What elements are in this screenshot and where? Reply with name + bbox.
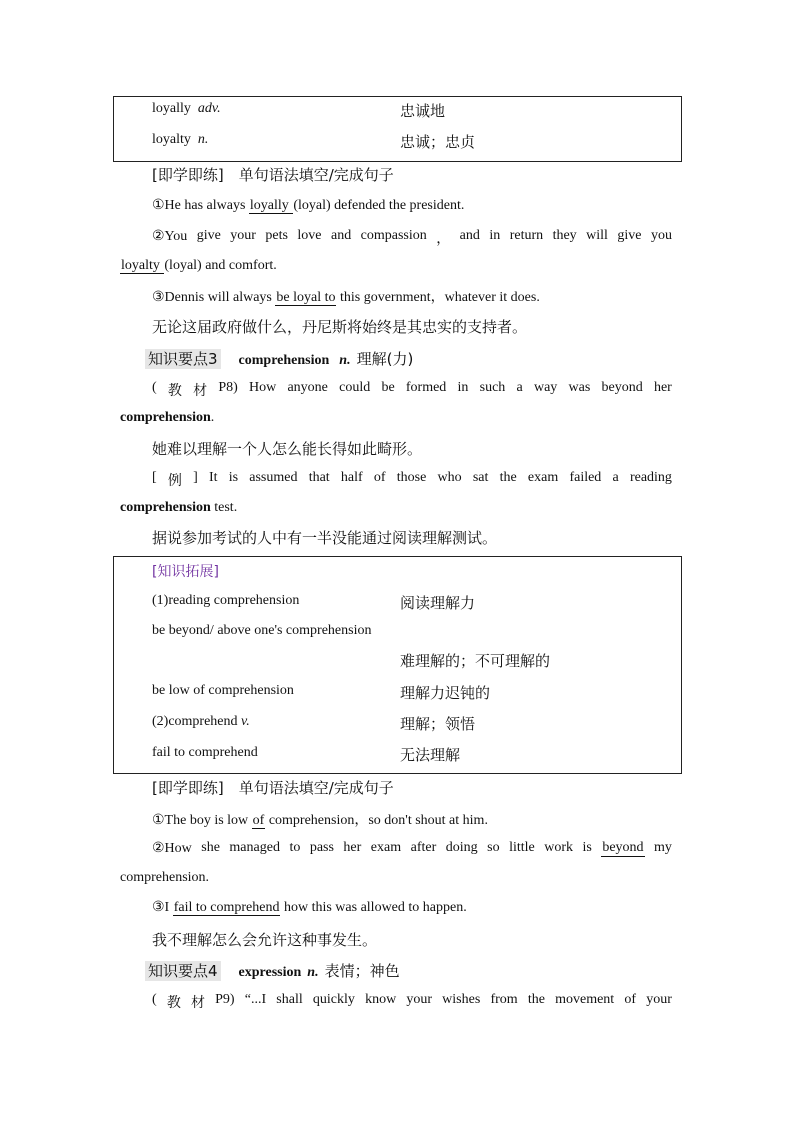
practice1-sentence2-line2: loyalty (loyal) and comfort. xyxy=(121,258,277,273)
word: ( xyxy=(152,992,157,1007)
word: 教 xyxy=(166,996,181,1011)
word: ( xyxy=(152,380,157,395)
word: so xyxy=(487,840,500,855)
word: her xyxy=(653,380,672,395)
box2-row3-en: be low of comprehension xyxy=(152,683,294,698)
answer-blank: loyalty xyxy=(121,258,164,273)
word: she xyxy=(201,840,220,855)
box2-row1-zh: 阅读理解力 xyxy=(400,594,476,612)
box2-row5-en: fail to comprehend xyxy=(152,745,258,760)
word: exam xyxy=(370,840,402,855)
word: from xyxy=(490,992,518,1007)
word: love xyxy=(297,228,322,243)
word: anyone xyxy=(287,380,328,395)
word: of xyxy=(624,992,637,1007)
word: little xyxy=(509,840,535,855)
box2-row4-zh: 理解；领悟 xyxy=(400,715,476,733)
word: 例 xyxy=(167,474,182,489)
point3-example1-line2: comprehension. xyxy=(120,410,215,425)
word: movement xyxy=(555,992,615,1007)
answer-blank: fail to comprehend xyxy=(173,900,280,915)
word: ②You xyxy=(152,229,188,244)
point3-heading: 知识要点3 comprehension n. 理解(力) xyxy=(145,348,413,369)
answer-blank: beyond xyxy=(602,840,644,855)
box2-row4-en: (2)comprehend v. xyxy=(152,714,250,729)
word: P8) xyxy=(218,380,238,395)
word: and xyxy=(459,228,480,243)
word: pass xyxy=(309,840,334,855)
word: quickly xyxy=(312,992,355,1007)
word: 教 xyxy=(167,384,182,399)
word: my xyxy=(654,840,672,855)
box2-title: [知识拓展] xyxy=(152,564,219,580)
word: and xyxy=(330,228,352,243)
point4-heading: 知识要点4 expression n. 表情；神色 xyxy=(145,960,400,981)
answer-blank: be loyal to xyxy=(276,290,336,305)
word: could xyxy=(339,380,371,395)
practice2-sentence2-line2: comprehension. xyxy=(120,870,210,885)
word: who xyxy=(437,470,462,485)
word: work xyxy=(544,840,573,855)
practice1-sentence2-line1 xyxy=(152,228,672,248)
word: “...I xyxy=(244,992,267,1007)
word: wishes xyxy=(442,992,481,1007)
word: they xyxy=(552,228,577,243)
point3-example1-translation: 她难以理解一个人怎么能长得如此畸形。 xyxy=(152,440,423,458)
knowledge-expansion-box xyxy=(113,556,682,774)
word: is xyxy=(228,470,239,485)
box1-row1-word: loyally adv. xyxy=(152,101,221,116)
point3-example2-translation: 据说参加考试的人中有一半没能通过阅读理解测试。 xyxy=(152,529,498,547)
word: those xyxy=(396,470,427,485)
word: failed xyxy=(569,470,602,485)
box1-row1-meaning: 忠诚地 xyxy=(400,102,446,120)
point3-example1-line1 xyxy=(152,380,672,400)
word: after xyxy=(410,840,437,855)
word: a xyxy=(612,470,619,485)
point4-tag: 知识要点4 xyxy=(145,961,221,981)
word: formed xyxy=(405,380,447,395)
box1-row2-word: loyalty n. xyxy=(152,132,209,147)
word: P9) xyxy=(215,992,235,1007)
word: in xyxy=(489,228,501,243)
point3-example2-line2: comprehension test. xyxy=(120,500,238,515)
word: give xyxy=(196,228,221,243)
answer-blank: loyally xyxy=(249,198,293,213)
word: assumed xyxy=(249,470,298,485)
word: sat xyxy=(472,470,489,485)
word: in xyxy=(457,380,469,395)
point3-example2-line1 xyxy=(152,470,672,490)
word: is xyxy=(582,840,592,855)
word: ②How xyxy=(152,841,192,856)
word: you xyxy=(650,228,672,243)
word: 材 xyxy=(190,996,205,1011)
word: compassion xyxy=(360,228,427,243)
practice2-sentence3: ③I fail to comprehend how this was allowed to happen. xyxy=(152,900,467,915)
word: a xyxy=(516,380,523,395)
word: her xyxy=(343,840,362,855)
word: managed xyxy=(229,840,280,855)
box2-row3-zh: 理解力迟钝的 xyxy=(400,684,491,702)
word: shall xyxy=(276,992,303,1007)
word: half xyxy=(340,470,363,485)
word: your xyxy=(230,228,256,243)
practice2-sentence1: ①The boy is low of comprehension，so don't shout at him. xyxy=(152,813,488,828)
box2-row1-en: (1)reading comprehension xyxy=(152,593,300,608)
word: return xyxy=(509,228,544,243)
word: know xyxy=(365,992,397,1007)
word: It xyxy=(208,470,218,485)
practice1-header: [即学即练] 单句语法填空/完成句子 xyxy=(152,166,394,184)
box2-row2-zh: 难理解的；不可理解的 xyxy=(400,652,551,670)
box2-row2-en: be beyond/ above one's comprehension xyxy=(152,623,372,638)
word: ， xyxy=(436,232,451,247)
word: be xyxy=(381,380,395,395)
word: the xyxy=(527,992,545,1007)
word: was xyxy=(568,380,591,395)
word: such xyxy=(479,380,506,395)
practice1-sentence3: ③Dennis will always be loyal to this government，whatever it does. xyxy=(152,290,540,305)
word: your xyxy=(406,992,433,1007)
word: way xyxy=(533,380,558,395)
word: exam xyxy=(527,470,559,485)
word: will xyxy=(586,228,608,243)
point4-example1-line1 xyxy=(152,992,672,1012)
word: beyond xyxy=(601,380,643,395)
word: pets xyxy=(265,228,288,243)
box1-row2-meaning: 忠诚；忠贞 xyxy=(400,133,476,151)
practice1-sentence3-translation: 无论这届政府做什么，丹尼斯将始终是其忠实的支持者。 xyxy=(152,318,528,336)
word: the xyxy=(499,470,517,485)
word: ] xyxy=(193,470,198,485)
practice2-sentence2-line1 xyxy=(152,840,672,857)
word: reading xyxy=(629,470,672,485)
practice2-header: [即学即练] 单句语法填空/完成句子 xyxy=(152,779,394,797)
word: that xyxy=(308,470,330,485)
word: [ xyxy=(152,470,157,485)
point3-tag: 知识要点3 xyxy=(145,349,221,369)
word: give xyxy=(617,228,642,243)
practice2-sentence3-translation: 我不理解怎么会允许这种事发生。 xyxy=(152,931,378,949)
practice1-sentence1: ①He has always loyally (loyal) defended the president. xyxy=(152,198,465,213)
word: 材 xyxy=(193,384,208,399)
word: How xyxy=(249,380,277,395)
word: doing xyxy=(445,840,478,855)
word: of xyxy=(373,470,386,485)
answer-blank: of xyxy=(252,813,265,828)
box2-row5-zh: 无法理解 xyxy=(400,746,461,764)
word: your xyxy=(646,992,672,1007)
word: to xyxy=(289,840,301,855)
